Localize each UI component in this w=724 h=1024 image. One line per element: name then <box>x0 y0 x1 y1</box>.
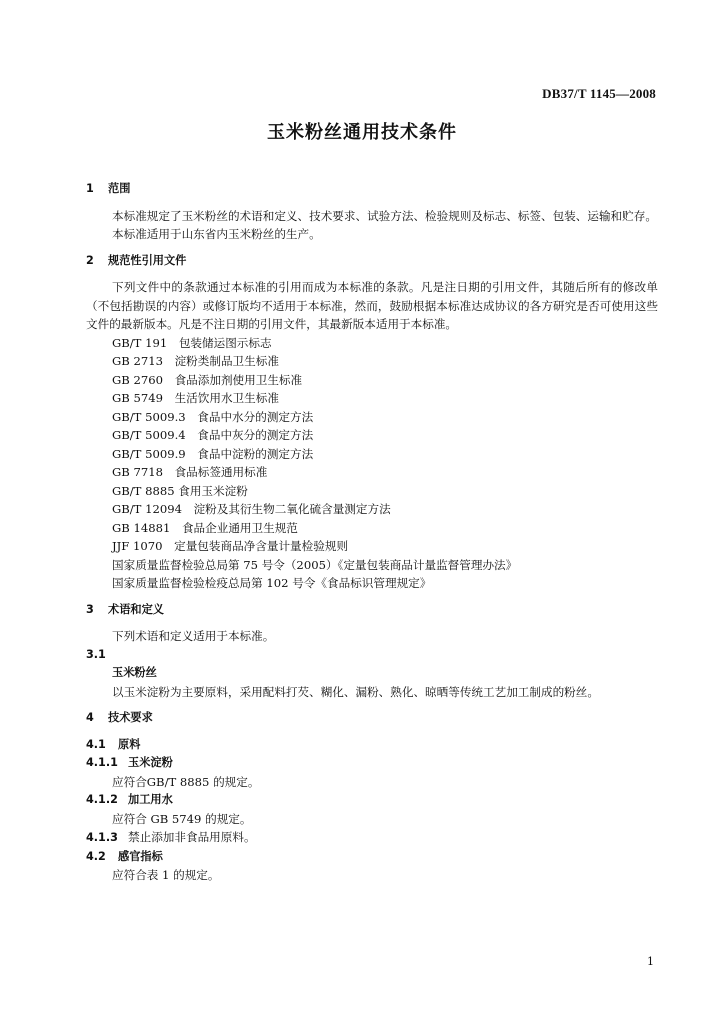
paragraph: 下列术语和定义适用于本标准。 <box>112 629 275 643</box>
subsection-title: 原料 <box>118 737 141 751</box>
subsection-4-1-1-heading <box>86 754 658 773</box>
subsection-3-1-number: 3.1 <box>86 647 106 661</box>
reference-item: JJF 1070 定量包装商品净含量计量检验规则 <box>112 539 349 553</box>
paragraph: 应符合GB/T 8885 的规定。 <box>112 774 260 789</box>
reference-item: GB 2713 淀粉类制品卫生标准 <box>112 354 279 368</box>
paragraph: 应符合 GB 5749 的规定。 <box>112 811 252 826</box>
page-number: 1 <box>647 955 654 968</box>
section-title: 术语和定义 <box>108 602 164 616</box>
reference-item: 国家质量监督检验检疫总局第 102 号令《食品标识管理规定》 <box>112 576 432 590</box>
reference-item: GB/T 5009.9 食品中淀粉的测定方法 <box>112 446 314 461</box>
subsection-title: 加工用水 <box>128 793 173 806</box>
reference-item: GB/T 8885 食用玉米淀粉 <box>112 483 248 498</box>
term-name: 玉米粉丝 <box>112 666 157 679</box>
section-4-heading <box>86 709 658 728</box>
subsection-4-2-heading <box>86 848 658 867</box>
paragraph: 本标准适用于山东省内玉米粉丝的生产。 <box>112 227 321 241</box>
paragraph: 本标准规定了玉米粉丝的术语和定义、技术要求、试验方法、检验规则及标志、标签、包装、运输和贮存。 <box>112 208 657 223</box>
reference-item: GB 14881 食品企业通用卫生规范 <box>112 520 298 535</box>
reference-item: GB/T 191 包装储运图示标志 <box>112 335 272 350</box>
reference-item: 国家质量监督检验总局第 75 号令（2005）《定量包装商品计量监督管理办法》 <box>112 557 518 572</box>
reference-list <box>86 334 658 593</box>
reference-item: GB/T 5009.4 食品中灰分的测定方法 <box>112 428 314 442</box>
document-title: 玉米粉丝通用技术条件 <box>267 122 457 143</box>
document-code: DB37/T 1145—2008 <box>542 86 656 101</box>
reference-item: GB/T 12094 淀粉及其衍生物二氧化硫含量测定方法 <box>112 502 391 516</box>
term-definition: 以玉米淀粉为主要原料，采用配料打芡、糊化、漏粉、熟化、晾晒等传统工艺加工制成的粉丝。 <box>112 684 599 699</box>
section-number: 2 <box>86 253 94 267</box>
subsection-title: 玉米淀粉 <box>128 756 173 769</box>
reference-item: GB 5749 生活饮用水卫生标准 <box>112 391 279 405</box>
section-title: 规范性引用文件 <box>108 253 187 267</box>
paragraph: 应符合表 1 的规定。 <box>112 868 220 882</box>
reference-item: GB 2760 食品添加剂使用卫生标准 <box>112 372 303 387</box>
subsection-number: 4.1 <box>86 737 106 751</box>
document-body <box>86 180 658 885</box>
subsection-4-1-3-heading <box>86 828 658 848</box>
section-2-heading <box>86 252 658 271</box>
section-title: 范围 <box>108 182 131 195</box>
subsection-number: 4.1.1 <box>86 756 118 769</box>
subsection-title: 感官指标 <box>118 849 163 863</box>
section-title: 技术要求 <box>108 711 153 724</box>
subsection-4-1-heading <box>86 736 658 755</box>
subsection-4-1-2-heading <box>86 791 658 810</box>
section-number: 3 <box>86 602 94 616</box>
reference-item: GB/T 5009.3 食品中水分的测定方法 <box>112 409 314 424</box>
section-1-heading <box>86 180 658 199</box>
section-number: 4 <box>86 711 94 724</box>
paragraph: 下列文件中的条款通过本标准的引用而成为本标准的条款。凡是注日期的引用文件，其随后所有的修改单（不包括勘误的内容）或修订版均不适用于本标准，然而，鼓励根据本标准达成协议的各方研究是否可使用这些文件的最新版本。凡是不注日期的引用文件，其最新版本适用于本标准。 <box>86 280 658 331</box>
subsection-number: 4.1.2 <box>86 793 118 806</box>
section-3-heading <box>86 601 658 620</box>
subsection-number: 4.1.3 <box>86 831 118 844</box>
subsection-text: 禁止添加非食品用原料。 <box>128 830 256 844</box>
reference-item: GB 7718 食品标签通用标准 <box>112 465 268 479</box>
section-number: 1 <box>86 182 94 195</box>
subsection-number: 4.2 <box>86 849 106 863</box>
